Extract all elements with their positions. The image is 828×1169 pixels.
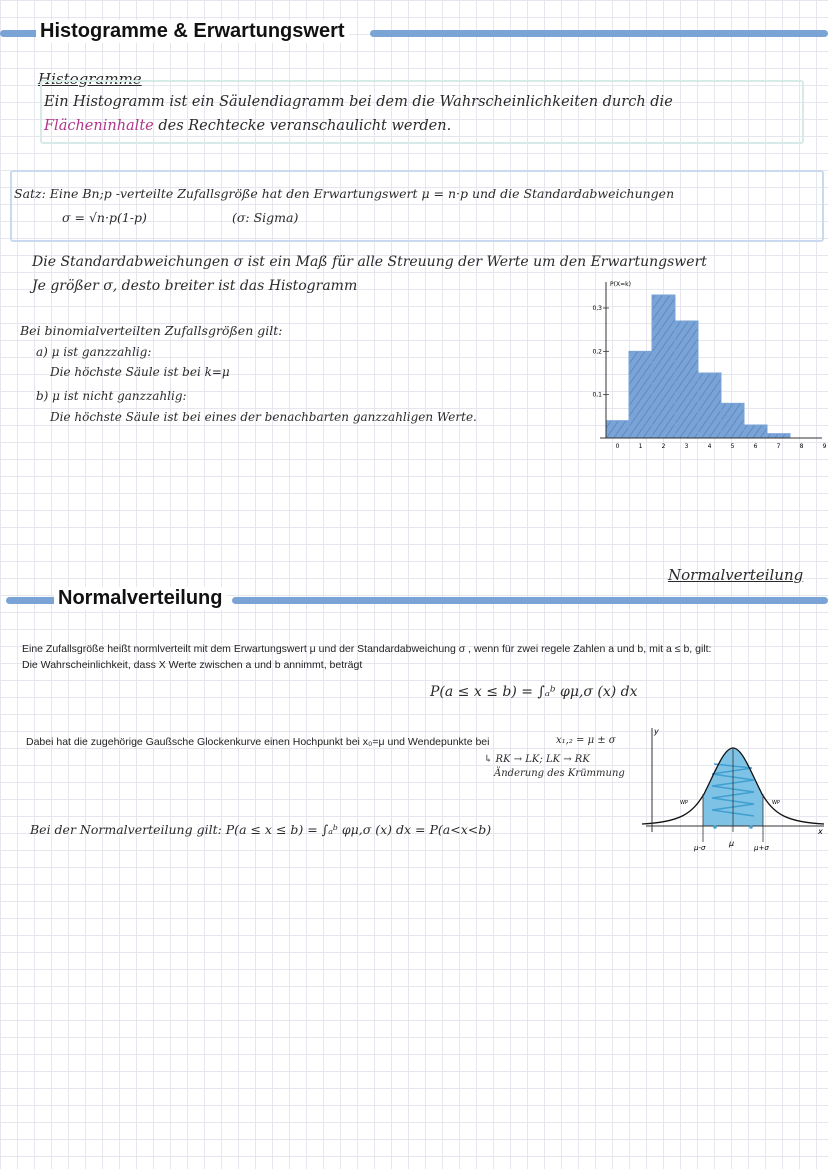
histogram-bar-6: [744, 425, 767, 438]
histogram-y-tick-label: 0,3: [592, 305, 602, 312]
histogram-x-tick-label: 2: [661, 443, 666, 450]
bell-x-label: x: [818, 827, 823, 836]
histogram-x-tick-label: 9: [822, 443, 827, 450]
histogram-bar-2: [652, 295, 675, 438]
histogram-x-tick-label: 3: [684, 443, 689, 450]
histogram-bar-5: [721, 403, 744, 438]
satz-line-1: Satz: Eine Bn;p -verteilte Zufallsgröße hat den Erwartungswert μ = n·p und die Standardabweichungen: [14, 186, 675, 201]
rk-lk-note: ↳ RK → LK; LK → RK: [484, 754, 590, 765]
bell-marker-left: [713, 825, 717, 829]
binom-heading: Bei binomialverteilten Zufallsgrößen gilt:: [20, 323, 283, 338]
histogram-x-ticks: [616, 443, 827, 450]
margin-note-normalverteilung: Normalverteilung: [668, 566, 804, 584]
bell-label-mu: μ: [729, 839, 735, 848]
std-line-1: Die Standardabweichungen σ ist ein Maß für alle Streuung der Werte um den Erwartungswert: [32, 254, 707, 270]
histogram-x-tick-label: 5: [730, 443, 735, 450]
normal-text-2: Die Wahrscheinlichkeit, dass X Werte zwischen a und b annimmt, beträgt: [22, 659, 363, 671]
satz-box: [10, 170, 824, 242]
histogram-chart: [586, 278, 826, 460]
histogram-y-tick-label: 0,2: [592, 348, 602, 356]
bell-wp-right: WP: [772, 800, 780, 806]
histogram-bar-0: [606, 421, 629, 438]
histogram-bars: [606, 295, 790, 438]
histogram-x-tick-label: 6: [753, 443, 758, 450]
histogram-x-tick-label: 7: [776, 443, 781, 450]
histogram-y-label: P(X=k): [610, 281, 631, 288]
definition-line-1: Ein Histogramm ist ein Säulendiagramm bei dem die Wahrscheinlichkeiten durch die: [44, 94, 673, 110]
histogram-y-tick-label: 0,1: [592, 391, 602, 399]
histogram-bar-7: [767, 434, 790, 438]
satz-sigma-note: (σ: Sigma): [232, 210, 299, 225]
header-bar-right: [370, 30, 828, 37]
wendepunkt-formula: x₁,₂ = μ ± σ: [556, 735, 616, 746]
normal-text-1: Eine Zufallsgröße heißt normlverteilt mit dem Erwartungswert μ und der Standardabweichung σ , wenn für zwei regele Zahlen a und b, mit a ≤ b, gilt:: [22, 643, 712, 655]
normal-text-3: Dabei hat die zugehörige Gaußsche Glockenkurve einen Hochpunkt bei x₀=μ und Wendepunkte bei: [26, 736, 490, 748]
histogramme-heading: Histogramme: [38, 70, 142, 88]
header2-bar-left: [6, 597, 58, 604]
bell-label-mu-plus: μ+σ: [754, 844, 769, 852]
definition-line-2-rest: des Rechtecke veranschaulicht werden.: [158, 118, 452, 134]
histogram-x-tick-label: 8: [799, 443, 804, 450]
bell-label-mu-minus: μ-σ: [694, 844, 706, 852]
histogram-bar-3: [675, 321, 698, 438]
histogram-x-tick-label: 0: [615, 443, 620, 450]
bell-wp-left: WP: [680, 800, 688, 806]
section-title-normalverteilung: Normalverteilung: [54, 587, 226, 610]
header-bar-left: [0, 30, 40, 37]
flaecheninhalte-text: Flächeninhalte: [44, 118, 154, 134]
case-b-label: b) μ ist nicht ganzzahlig:: [36, 389, 187, 403]
histogram-x-tick-label: 1: [638, 443, 643, 450]
kruemmung-note: Änderung des Krümmung: [494, 768, 625, 779]
histogram-bar-4: [698, 373, 721, 438]
definition-line-2: [44, 118, 451, 134]
section-title-histogramme: Histogramme & Erwartungswert: [36, 20, 349, 43]
case-b-text: Die höchste Säule ist bei eines der benachbarten ganzzahligen Werte.: [50, 410, 477, 424]
satz-sigma-formula: σ = √n·p(1-p): [62, 210, 147, 225]
histogram-y-ticks: [592, 305, 609, 399]
case-a-text: Die höchste Säule ist bei k=μ: [50, 365, 230, 379]
definition-box: [40, 80, 804, 144]
histogram-bar-1: [629, 351, 652, 438]
std-line-2: Je größer σ, desto breiter ist das Histogramm: [32, 278, 358, 294]
header2-bar-right: [232, 597, 828, 604]
formula-2: Bei der Normalverteilung gilt: P(a ≤ x ≤ b) = ∫ₐᵇ φμ,σ (x) dx = P(a<x<b): [30, 822, 492, 837]
bell-curve-chart: [640, 724, 826, 854]
bell-y-label: y: [654, 727, 659, 736]
case-a-label: a) μ ist ganzzahlig:: [36, 345, 152, 359]
histogram-x-tick-label: 4: [707, 443, 712, 450]
formula-1: P(a ≤ x ≤ b) = ∫ₐᵇ φμ,σ (x) dx: [430, 684, 638, 700]
bell-marker-right: [749, 825, 753, 829]
